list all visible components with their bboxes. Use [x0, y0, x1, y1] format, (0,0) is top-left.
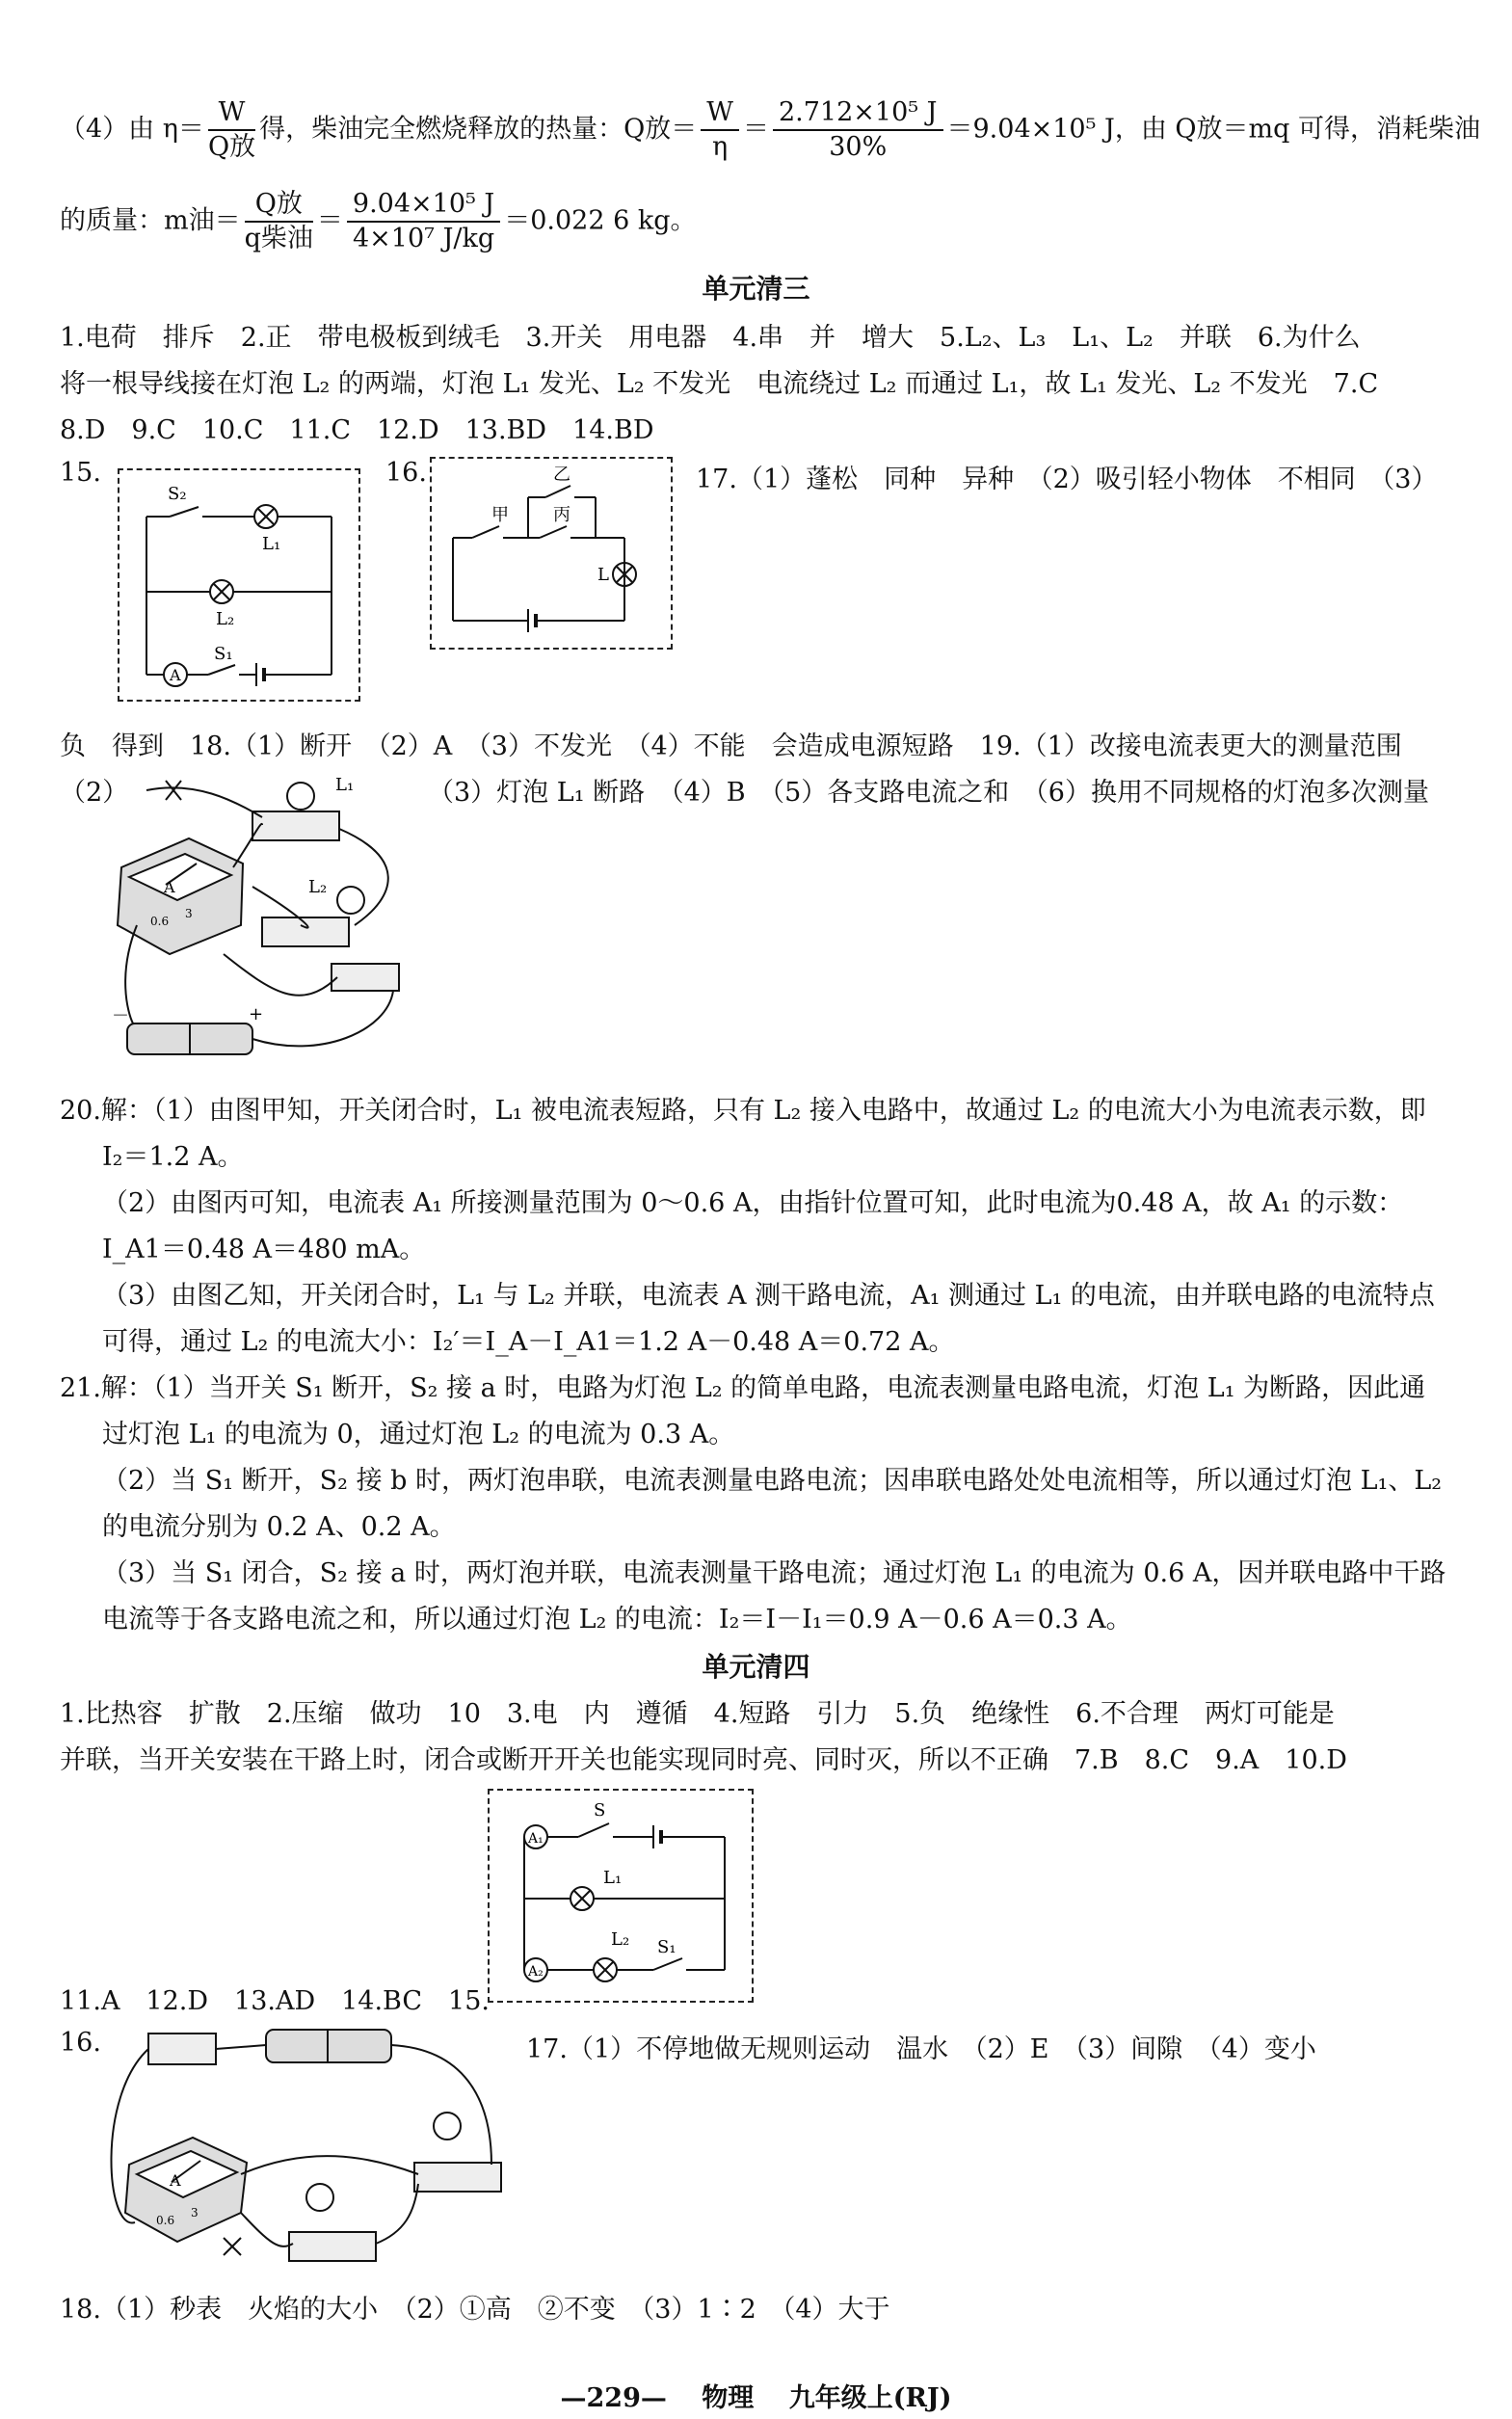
meter-scale: 0.6 — [156, 2214, 175, 2227]
section-title-unit4: 单元清四 — [702, 1651, 810, 1683]
numerator: 2.712×10⁵ J — [773, 96, 943, 131]
q19-answers: （3）灯泡 L₁ 断路 （4）B （5）各支路电流之和 （6）换用不同规格的灯泡多次测量 — [428, 778, 1429, 808]
q21-para2b: 的电流分别为 0.2 A、0.2 A。 — [102, 1512, 456, 1542]
label-jia: 甲 — [491, 505, 509, 525]
q20-para1: 20.解：（1）由图甲知，开关闭合时，L₁ 被电流表短路，只有 L₂ 接入电路中，故通过 L₂ 的电流大小为电流表示数，即 — [60, 1096, 1426, 1126]
page-footer — [0, 2377, 1512, 2414]
u4-q17-text: 17.（1）不停地做无规则运动 温水 （2）E （3）间隙 （4）变小 — [526, 2034, 1316, 2064]
answer-line: 将一根导线接在灯泡 L₂ 的两端，灯泡 L₁ 发光、L₂ 不发光 电流绕过 L₂ 而通过 L₁，故 L₁ 发光、L₂ 不发光 7.C — [60, 369, 1379, 399]
formula-text: ＝0.022 6 kg。 — [504, 205, 697, 236]
q21-para3: （3）当 S₁ 闭合，S₂ 接 a 时，两灯泡并联，电流表测量干路电流；通过灯泡 L₁ 的电流为 0.6 A，因并联电路中干路 — [102, 1558, 1446, 1588]
denominator: q柴油 — [244, 224, 313, 253]
footer-grade: 九年级上(RJ) — [788, 2383, 952, 2413]
label-s2: S₂ — [168, 484, 187, 504]
numerator: 9.04×10⁵ J — [347, 188, 500, 223]
q20-para2b: I_A1＝0.48 A＝480 mA。 — [102, 1235, 426, 1264]
fraction — [208, 96, 255, 164]
formula-text: ＝9.04×10⁵ J，由 Q放＝mq 可得，消耗柴油 — [946, 114, 1481, 145]
label-l: L — [597, 565, 609, 585]
answer-line: 并联，当开关安装在干路上时，闭合或断开开关也能实现同时亮、同时灭，所以不正确 7.B 8.C 9.A 10.D — [60, 1745, 1347, 1775]
q21-para2: （2）当 S₁ 断开，S₂ 接 b 时，两灯泡串联，电流表测量电路电流；因串联电路处处电流相等，所以通过灯泡 L₁、L₂ — [102, 1466, 1443, 1496]
formula-line-2 — [60, 188, 697, 255]
u4-q16-label: 16. — [60, 2028, 101, 2058]
denominator: 4×10⁷ J/kg — [353, 224, 495, 253]
label-a: A — [170, 666, 181, 684]
fraction — [773, 96, 943, 164]
label-l1: L₁ — [335, 775, 355, 795]
label-a2: A₂ — [528, 1964, 544, 1980]
label-yi: 乙 — [553, 465, 570, 485]
denominator: η — [712, 132, 729, 162]
formula-text: 得，柴油完全燃烧释放的热量：Q放＝ — [259, 114, 698, 145]
label-l1: L₁ — [603, 1868, 623, 1888]
q15-label: 15. — [60, 458, 101, 488]
answer-line: 11.A 12.D 13.AD 14.BC 15. — [60, 1986, 490, 2016]
numerator: Q放 — [245, 188, 313, 223]
circuit-svg — [96, 2020, 511, 2271]
label-l2: L₂ — [308, 877, 328, 897]
fraction — [701, 96, 739, 164]
circuit-svg — [490, 1791, 752, 2001]
fraction — [347, 188, 500, 255]
label-s: S — [594, 1800, 606, 1821]
q21-para1: 21.解：（1）当开关 S₁ 断开，S₂ 接 a 时，电路为灯泡 L₂ 的简单电路，电流表测量电路电流，灯泡 L₁ 为断路，因此通 — [60, 1373, 1426, 1403]
label-a1: A₁ — [528, 1831, 544, 1847]
circuit-diagram-q15 — [118, 468, 360, 702]
label-minus: － — [112, 1006, 129, 1026]
formula-line-1 — [60, 96, 1480, 164]
q20-para2: （2）由图丙可知，电流表 A₁ 所接测量范围为 0～0.6 A，由指针位置可知，此时电流为0.48 A，故 A₁ 的示数： — [102, 1188, 1404, 1218]
q20-para3b: 可得，通过 L₂ 的电流大小：I₂′＝I_A－I_A1＝1.2 A－0.48 A＝0.72 A。 — [102, 1327, 955, 1357]
page-number: —229— — [560, 2383, 667, 2413]
u4-q18-text: 18.（1）秒表 火焰的大小 （2）①高 ②不变 （3）1∶2 （4）大于 — [60, 2295, 890, 2325]
footer-subject: 物理 — [702, 2383, 755, 2413]
answer-line: 1.电荷 排斥 2.正 带电极板到绒毛 3.开关 用电器 4.串 并 增大 5.L₂、L₃ L₁、L₂ 并联 6.为什么 — [60, 323, 1361, 353]
q19-2-label: （2） — [60, 778, 129, 808]
fraction — [245, 188, 313, 255]
circuit-svg — [108, 771, 416, 1070]
physical-circuit-u4-q16 — [96, 2020, 511, 2271]
q16-label: 16. — [385, 458, 427, 488]
label-a: A — [170, 2171, 181, 2190]
formula-text: （4）由 η＝ — [60, 114, 204, 145]
q21-para1b: 过灯泡 L₁ 的电流为 0，通过灯泡 L₂ 的电流为 0.3 A。 — [102, 1420, 735, 1449]
physical-circuit-q19 — [108, 771, 416, 1070]
label-s1: S₁ — [657, 1937, 676, 1957]
section-title-unit3: 单元清三 — [702, 273, 810, 305]
meter-scale: 0.6 — [150, 915, 170, 928]
meter-scale: 3 — [185, 907, 193, 920]
circuit-svg — [119, 470, 358, 700]
label-l2: L₂ — [216, 609, 235, 629]
label-l1: L₁ — [262, 534, 281, 554]
formula-text: ＝ — [742, 114, 769, 145]
meter-scale: 3 — [191, 2206, 199, 2220]
circuit-svg — [432, 459, 671, 648]
q21-para3b: 电流等于各支路电流之和，所以通过灯泡 L₂ 的电流：I₂＝I－I₁＝0.9 A－0.6 A＝0.3 A。 — [102, 1605, 1132, 1635]
numerator: W — [701, 96, 739, 131]
q17-text: 17.（1）蓬松 同种 异种 （2）吸引轻小物体 不相同 （3） — [696, 465, 1438, 494]
q20-para3: （3）由图乙知，开关闭合时，L₁ 与 L₂ 并联，电流表 A 测干路电流，A₁ 测通过 L₁ 的电流，由并联电路的电流特点 — [102, 1281, 1435, 1311]
label-l2: L₂ — [611, 1929, 630, 1950]
label-s1: S₁ — [214, 644, 233, 664]
label-bing: 丙 — [553, 505, 570, 525]
label-a: A — [164, 878, 175, 896]
answer-line: 负 得到 18.（1）断开 （2）A （3）不发光 （4）不能 会造成电源短路 19.（1）改接电流表更大的测量范围 — [60, 731, 1402, 761]
circuit-diagram-q16 — [430, 457, 673, 650]
answer-line: 8.D 9.C 10.C 11.C 12.D 13.BD 14.BD — [60, 415, 654, 445]
formula-text: ＝ — [316, 205, 343, 236]
circuit-diagram-u4-q15 — [488, 1789, 754, 2003]
numerator: W — [208, 96, 255, 131]
formula-text: 的质量：m油＝ — [60, 205, 241, 236]
denominator: 30% — [829, 132, 888, 162]
answer-line: 1.比热容 扩散 2.压缩 做功 10 3.电 内 遵循 4.短路 引力 5.负 绝缘性 6.不合理 两灯可能是 — [60, 1699, 1335, 1729]
q20-para1b: I₂＝1.2 A。 — [102, 1142, 244, 1172]
denominator: Q放 — [207, 132, 256, 162]
label-plus: + — [249, 1004, 264, 1024]
